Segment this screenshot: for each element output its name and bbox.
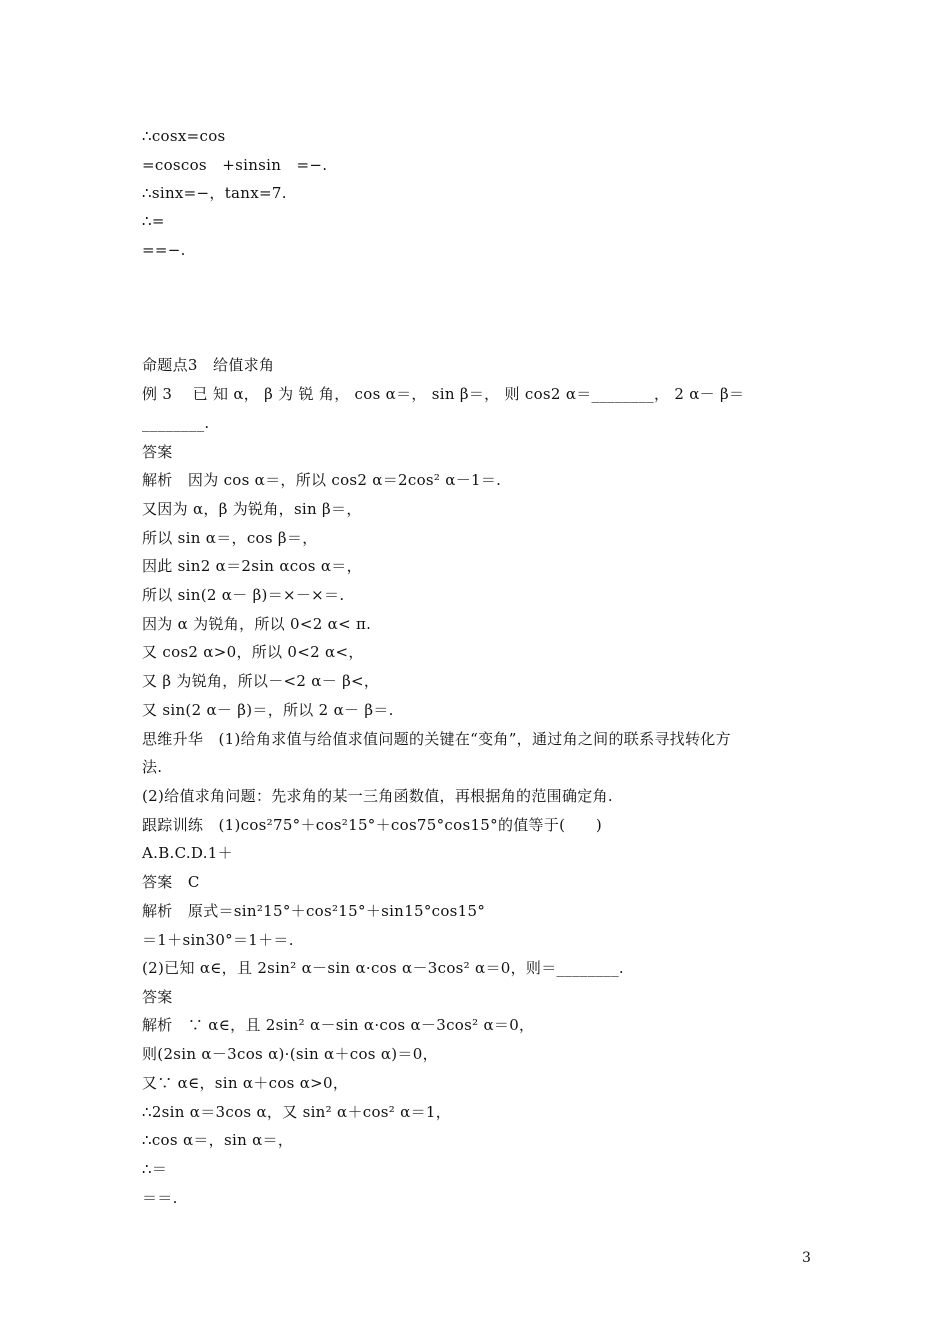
practice-question: 跟踪训练 (1)cos²75°＋cos²15°＋cos75°cos15°的值等于( ) [142,816,603,834]
summary-line: (2)给值求角问题：先求角的某一三角函数值，再根据角的范围确定角. [142,787,613,805]
solution-line: ＝1＋sin30°＝1＋＝. [142,931,294,949]
text-line: ∴sinx=−，tanx=7. [142,184,287,202]
solution-line: 又∵ α∈，sin α＋cos α>0， [142,1074,349,1092]
solution-line: 则(2sin α－3cos α)·(sin α＋cos α)＝0， [142,1045,438,1063]
text-line: ==−. [142,241,186,259]
solution-line: 又 cos2 α>0，所以 0<2 α<， [142,643,364,661]
text-line: =coscos +sinsin =−. [142,156,328,174]
page-number: 3 [802,1250,811,1266]
solution-line: 解析 因为 cos α＝，所以 cos2 α＝2cos² α－1＝. [142,471,502,489]
practice-question: (2)已知 α∈，且 2sin² α－sin α·cos α－3cos² α＝0，则＝________. [142,959,624,977]
solution-line: ∴2sin α＝3cos α，又 sin² α＋cos² α＝1， [142,1103,452,1121]
text-line: ∴cosx=cos [142,127,226,145]
solution-line: ∴＝ [142,1160,168,1178]
answer-label: 答案 [142,988,173,1006]
solution-line: 因此 sin2 α＝2sin αcos α＝， [142,557,362,575]
solution-line: ＝＝. [142,1189,178,1207]
text-line: ∴= [142,212,165,230]
solution-line: ∴cos α＝，sin α＝， [142,1131,294,1149]
solution-line: 解析 原式＝sin²15°＋cos²15°＋sin15°cos15° [142,902,486,920]
answer-label: 答案 [142,443,173,461]
answer-blank-line: ________. [142,414,210,432]
solution-line: 因为 α 为锐角，所以 0<2 α< π. [142,615,372,633]
summary-line: 思维升华 (1)给角求值与给值求值问题的关键在“变角”，通过角之间的联系寻找转化方 [142,730,731,748]
example-question: 例 3 已 知 α， β 为 锐 角， cos α＝， sin β＝， 则 cos2 α＝________， 2 α－ β＝ [142,385,745,403]
solution-line: 又 β 为锐角，所以－<2 α－ β<， [142,672,380,690]
section-heading: 命题点3 给值求角 [142,356,275,374]
answer-label: 答案 C [142,873,200,891]
practice-options: A.B.C.D.1＋ [142,844,233,862]
solution-line: 所以 sin(2 α－ β)＝×－×＝. [142,586,345,604]
solution-line: 又因为 α，β 为锐角，sin β＝， [142,500,362,518]
summary-line: 法. [142,758,163,776]
solution-line: 所以 sin α＝，cos β＝， [142,529,318,547]
solution-line: 又 sin(2 α－ β)＝，所以 2 α－ β＝. [142,701,394,719]
solution-line: 解析 ∵ α∈，且 2sin² α－sin α·cos α－3cos² α＝0， [142,1016,535,1034]
